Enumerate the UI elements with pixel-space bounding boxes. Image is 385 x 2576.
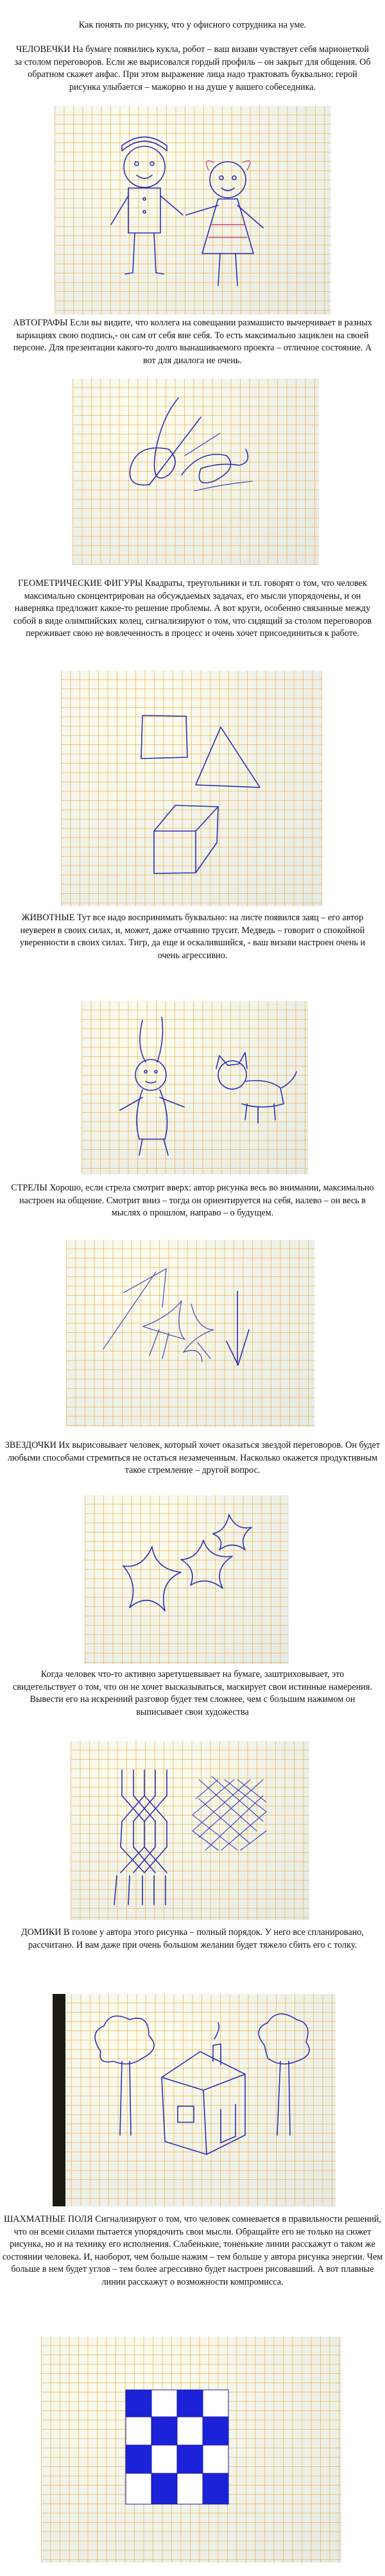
image-chess xyxy=(41,2337,341,2563)
section-houses-text xyxy=(0,1927,385,1952)
section-stars-text xyxy=(0,1439,385,1477)
article-title: Как понять по рисунку, что у офисного сотрудника на уме. xyxy=(78,20,307,30)
people-drawing xyxy=(55,106,330,314)
cube-shape xyxy=(154,805,218,873)
image-autographs xyxy=(73,379,319,565)
paragraph: Когда человек что-то активно заретушевывает на бумаге, заштриховывает, это свидетельствует о том, что он не хочет высказываться, маскирует свои истинные намерения. Вывести его на искренний разговор будет тем сложнее, чем с большим нажимом он выписывает свои художества xyxy=(13,1669,372,1717)
star-icon xyxy=(181,1540,232,1588)
shapes-drawing xyxy=(61,671,322,906)
paragraph: ГЕОМЕТРИЧЕСКИЕ ФИГУРЫ Квадраты, треугольники и т.п. говорят о том, что человек максимально сконцентрирован на обсуждаемых задачах, его мысли упорядочены, и он наверняка предложит какое-то решение проблемы. А вот круги, особенно связанные между собой в виде олимпийских колец, сигнализируют о том, что сидящий за столом переговоров переживает свою не вовлеченность в процесс и очень хочет присоединиться к работе. xyxy=(13,578,372,639)
image-people xyxy=(55,106,330,314)
autographs-drawing xyxy=(73,379,319,565)
star-icon xyxy=(213,1515,252,1550)
paragraph: ЗВЕЗДОЧКИ Их вырисовывает человек, который хочет оказаться звездой переговоров. Он будет любыми способами стремиться не остаться незамеченным. Насколько окажется продуктивным такое стремление – другой вопрос. xyxy=(4,1440,381,1475)
section-autographs-text xyxy=(0,317,385,367)
paragraph: ЖИВОТНЫЕ Тут все надо воспринимать буквально: на листе появился заяц – его автор неуверен в своих силах, и, может, даже отчаянно трусит. Медведь – говорит о спокойной уверенности в своих силах. Тигр, да еще и оскалившийся, - ваш визави настроен очень и очень агрессивно. xyxy=(19,913,366,961)
arrows-drawing xyxy=(66,1240,314,1427)
image-stars xyxy=(85,1495,289,1664)
section-hatching-text xyxy=(0,1669,385,1719)
paragraph: ЧЕЛОВЕЧКИ На бумаге появились кукла, робот – ваш визави чувствует себя марионеткой за столом переговоров. Если же вырисовался гордый профиль – он закрыт для общения. Об обратном скажет анфас. При этом выражение лица надо трактовать буквально: герой рисунка улыбается – мажорно и на душе у вашего собеседника. xyxy=(14,44,371,92)
square-shape xyxy=(141,716,187,759)
triangle-shape xyxy=(196,727,260,787)
arrow-down-icon xyxy=(227,1291,249,1365)
houses-drawing xyxy=(53,1994,336,2206)
hatching-drawing xyxy=(71,1741,309,1920)
section-animals-text xyxy=(0,912,385,962)
image-arrows xyxy=(66,1240,314,1427)
paragraph: ДОМИКИ В голове у автора этого рисунка – полный порядок. У него все спланировано, рассчитано. И вам даже при очень большом желании будет тяжело сбить его с толку. xyxy=(21,1927,364,1950)
section-people-text xyxy=(0,44,385,94)
paragraph: СТРЕЛЫ Хорошо, если стрела смотрит вверх: автор рисунка весь во внимании, максимально настроен на общение. Смотрит вниз – тогда он ориентируется на себя, налево – он весь в мыслях о прошлом, направо – о будущем. xyxy=(11,1183,374,1218)
section-shapes-text xyxy=(0,578,385,640)
image-hatching xyxy=(71,1741,309,1920)
star-icon xyxy=(123,1547,181,1611)
section-chess-text xyxy=(0,2213,385,2288)
section-arrows-text xyxy=(0,1182,385,1220)
page-title xyxy=(0,19,385,32)
stars-drawing xyxy=(85,1495,289,1664)
paragraph: ШАХМАТНЫЕ ПОЛЯ Сигнализируют о том, что человек сомневается в правильности решений, что он всеми силами пытается упорядочить свои мысли. Обращайте его не только на сюжет рисунка, но и на технику его исполнения. Слабенькие, тоненькие линии расскажут о таком же состоянии человека. И, наоборот, чем больше нажим – тем больше у автора рисунка энергии. Чем больше в нем будет углов – тем более агрессивно будет настроен рисовавший. А вот плавные линии расскажут о возможности компромисса. xyxy=(2,2214,383,2287)
image-shapes xyxy=(61,671,322,906)
paragraph: АВТОГРАФЫ Если вы видите, что коллега на совещании размашисто вычерчивает в разных вариациях свою подпись,- он сам от себя вне себя. То есть максимально зациклен на своей персоне. Для презентации какого-то долго вынашиваемого проекта – отличное состояние. А вот для диалога не очень. xyxy=(13,318,372,366)
chessboard-drawing xyxy=(41,2337,341,2563)
animals-drawing xyxy=(81,1001,308,1174)
image-animals xyxy=(81,1001,308,1174)
image-houses xyxy=(53,1994,336,2206)
